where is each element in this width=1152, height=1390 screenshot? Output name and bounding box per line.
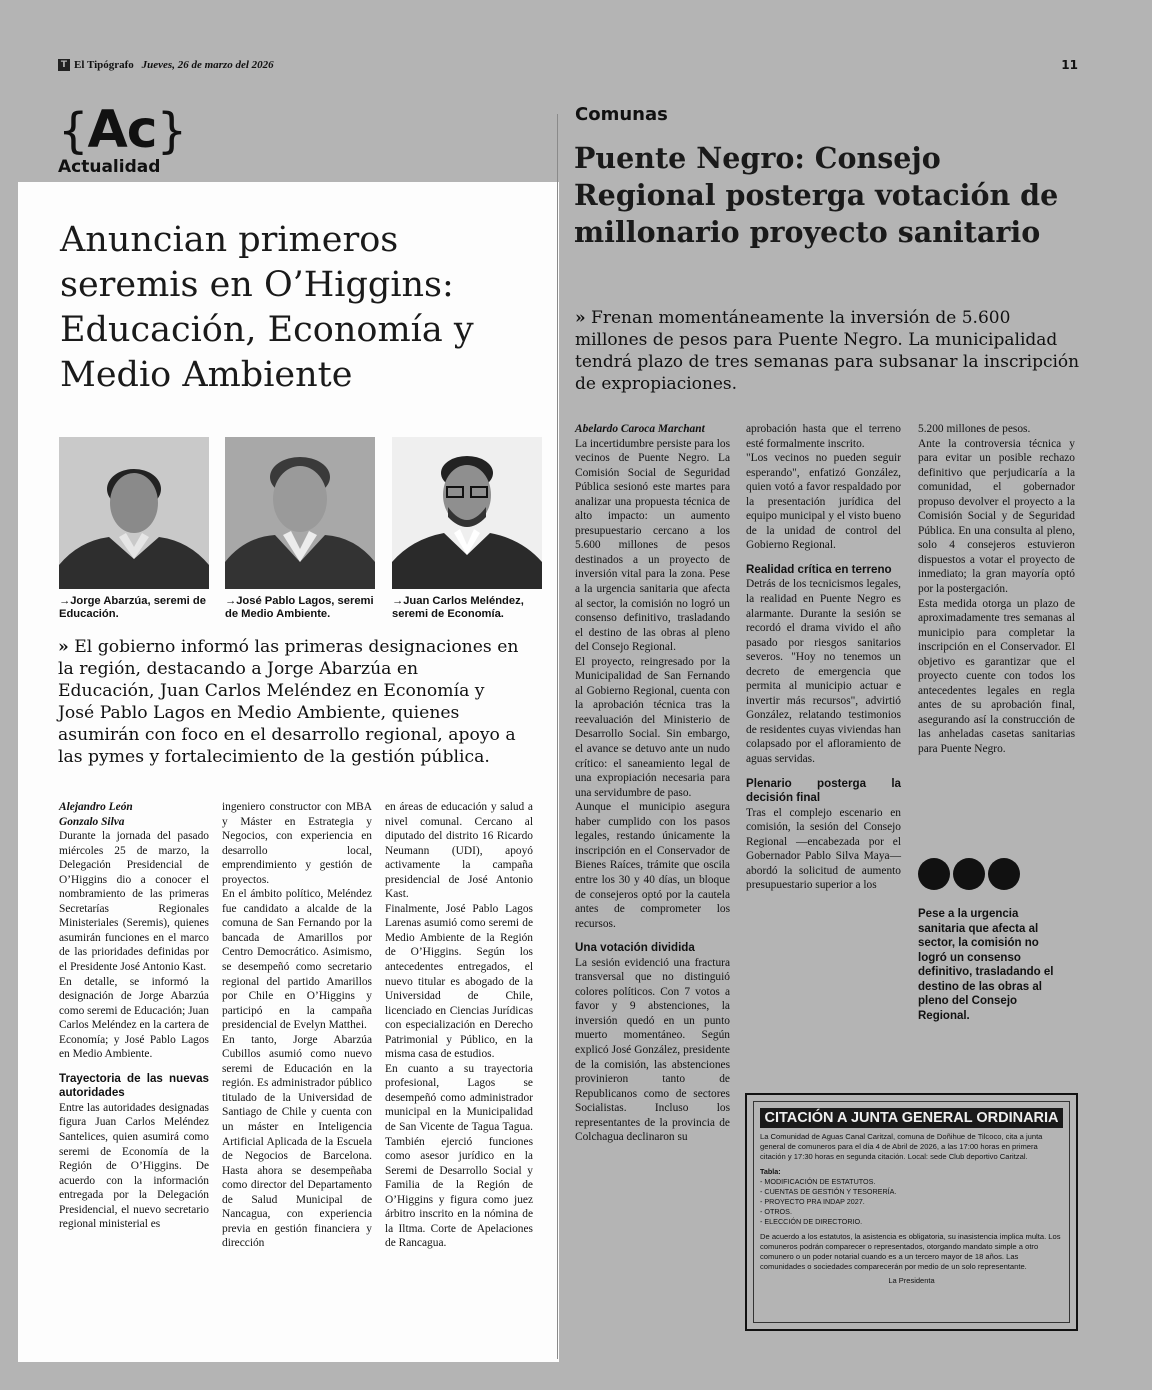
paragraph: "Los vecinos no pueden seguir esperando", enfatizó González, quien votó a favor respaldado por la presentación jurídica del equipo municipal y el visto bueno de la unidad de control del Gobierno Regional. xyxy=(746,452,901,552)
assembly-notice xyxy=(745,1093,1078,1331)
page-header xyxy=(58,58,1078,78)
right-body-column-3 xyxy=(918,422,1075,757)
paragraph: Detrás de los tecnicismos legales, la realidad en Puente Negro es alarmante. Durante la sesión se recordó el drama vivido el año pasado por riesgos sanitarios severos. "Hoy no tenemos un decreto de emergencia que permita al municipio actuar e invertir más recursos", advirtió González, relatando testimonios de residentes cuyas viviendas han colapsado por el afloramiento de aguas servidas. xyxy=(746,578,901,766)
paragraph: En detalle, se informó la designación de Jorge Abarzúa como seremi de Educación; Juan Carlos Meléndez en la cartera de Economía; y José Pablo Lagos en Medio Ambiente. xyxy=(59,975,209,1061)
paper-logo-icon: T xyxy=(58,59,70,71)
subheading: Realidad crítica en terreno xyxy=(746,562,892,576)
byline-author: Gonzalo Silva xyxy=(59,815,125,828)
paragraph: En cuanto a su trayectoria profesional, Lagos se desempeñó como administrador municipal en la Municipalidad de San Vicente de Tagua Tagua. También ejerció funciones como asesor jurídico en la Seremi de Desarrollo Social y Familia de la Región de O’Higgins y figura como juez árbitro inscrito en la nómina de la Iltma. Corte de Apelaciones de Rancagua. xyxy=(385,1062,533,1250)
notice-item: - ELECCIÓN DE DIRECTORIO. xyxy=(760,1217,863,1226)
issue-date: Jueves, 26 de marzo del 2026 xyxy=(141,59,274,71)
paragraph: Esta medida otorga un plazo de aproximadamente tres semanas al municipio para completar la inscripción en el Conservador. El objetivo es garantizar que el proyecto cuente con todos los antecedentes legales en regla antes de su aprobación final, asegurando así la construcción de las anheladas casetas sanitarias para Puente Negro. xyxy=(918,597,1075,756)
paragraph: El proyecto, reingresado por la Municipalidad de San Fernando al Gobierno Regional, cuenta con la aprobación técnica tras la reevaluación del Ministerio de Desarrollo Social. Sin embargo, el avance se detuvo ante un nudo crítico: el saneamiento legal de una expropiación necesaria para una servidumbre de paso. xyxy=(575,655,730,799)
section-logo xyxy=(58,100,208,190)
paragraph: en áreas de educación y salud a nivel comunal. Cercano al diputado del distrito 16 Ricardo Neumann (UDI), apoyó activamente la campaña presidencial de José Antonio Kast. xyxy=(385,801,533,901)
left-article-headline: Anuncian primeros seremis en O’Higgins: Educación, Economía y Medio Ambiente xyxy=(60,220,474,395)
subheading: Trayectoria de las nuevas autoridades xyxy=(59,1071,209,1100)
left-body-column-3 xyxy=(385,800,533,1251)
notice-item: - PROYECTO PRA INDAP 2027. xyxy=(760,1197,865,1206)
paragraph: Finalmente, José Pablo Lagos Larenas asumió como seremi de Medio Ambiente de la Región de O’Higgins. Según los antecedentes entregados, el nuevo titular es abogado de la Universidad de Chile, licenciado en Ciencias Jurídicas con especialización en Derecho Patrimonial y Público, en la misma casa de estudios. xyxy=(385,902,533,1061)
paragraph: En tanto, Jorge Abarzúa Cubillos asumió como nuevo seremi de Educación en la región. Es administrador público titulado de la Universidad de Santiago de Chile y cuenta con un máster en Inteligencia Artificial Aplicada de la Escuela de Negocios de Barcelona. Hasta ahora se desempeñaba como director del Departamento de Salud Municipal de Nancagua, con experiencia previa en gestión financiera y dirección xyxy=(222,1033,372,1250)
left-article-lead xyxy=(58,636,520,768)
column-divider xyxy=(557,114,558,1359)
dot-icon xyxy=(918,858,950,890)
dot-icon xyxy=(953,858,985,890)
notice-title: CITACIÓN A JUNTA GENERAL ORDINARIA xyxy=(760,1108,1063,1128)
portrait-photo-juan-carlos-melendez xyxy=(392,437,542,589)
paper-name: El Tipógrafo xyxy=(74,59,134,71)
paragraph: Ante la controversia técnica y para evitar un posible rechazo definitivo que perjudicaría a la comunidad, el gobernador propuso devolver el proyecto a la Comisión Social y de Seguridad Pública. En una consulta al pleno, solo 4 consejeros estuvieron dispuestos a votar el proyecto de inmediato; la gran mayoría optó por la postergación. xyxy=(918,437,1075,596)
paragraph: aprobación hasta que el terreno esté formalmente inscrito. xyxy=(746,423,901,450)
caption-juan-carlos-melendez: →Juan Carlos Meléndez, seremi de Economía. xyxy=(392,595,524,620)
paragraph: Entre las autoridades designadas figura Juan Carlos Meléndez Santelices, quien asumirá como seremi de Economía de la Región de O’Higgins. De acuerdo con la información entregada por la Delegación Presidencial, el nuevo secretario regional ministerial es xyxy=(59,1101,209,1231)
paragraph: Tras el complejo escenario en comisión, la sesión del Consejo Regional —encabezada por el Gobernador Pablo Silva Maya— abordó la solicitud de aumento presupuestario superior a los xyxy=(746,806,901,892)
dot-icon xyxy=(988,858,1020,890)
caption-jose-pablo-lagos: →José Pablo Lagos, seremi de Medio Ambiente. xyxy=(225,595,374,620)
left-body-column-2 xyxy=(222,800,372,1251)
subheading: Plenario posterga la decisión final xyxy=(746,776,901,805)
portrait-photo-jorge-abarzua xyxy=(59,437,209,589)
section-name: Actualidad xyxy=(58,157,161,177)
byline-author: Alejandro León xyxy=(59,801,133,813)
paragraph: Durante la jornada del pasado miércoles 25 de marzo, la Delegación Presidencial de O’Higgins dio a conocer el nombramiento de las primeras Secretarías Regionales Ministeriales (Seremis), quienes asumirán funciones en el marco de las prioridades definidas por el Presidente José Antonio Kast. xyxy=(59,830,209,974)
right-body-column-1 xyxy=(575,422,730,1145)
right-article-headline: Puente Negro: Consejo Regional posterga votación de millonario proyecto sanitario xyxy=(574,141,1059,249)
right-body-column-2 xyxy=(746,422,901,893)
section-code: Ac xyxy=(87,100,157,160)
paragraph: La sesión evidenció una fractura transversal que no distinguió colores políticos. Con 7 votos a favor y 9 abstenciones, la inversión quedó en un punto muerto momentáneo. Según explicó José González, presidente de la comisión, las abstenciones provinieron tanto de Republicanos como de sectores Socialistas. Incluso los representantes de la provincia de Colchagua declinaron su xyxy=(575,956,730,1144)
paragraph: La incertidumbre persiste para los vecinos de Puente Negro. La Comisión Social de Seguridad Pública sesionó este martes para analizar una propuesta técnica de alto impacto: un aumento presupuestario cercano a los 5.600 millones de pesos destinados a un proyecto de inversión vital para la zona. Pese a la urgencia sanitaria que afecta al sector, la comisión no logró un consenso definitivo, trasladando el destino de las obras al pleno del Consejo Regional. xyxy=(575,437,730,654)
paragraph: ingeniero constructor con MBA y Máster en Estrategia y Negocios, con experiencia en desarrollo local, emprendimiento y gestión de proyectos. xyxy=(222,801,372,886)
lead-text: Frenan momentáneamente la inversión de 5.600 millones de pesos para Puente Negro. La municipalidad tendrá plazo de tres semanas para subsanar la inscripción de expropiaciones. xyxy=(575,308,1080,394)
page-number: 11 xyxy=(1061,58,1078,72)
caption-jorge-abarzua: →Jorge Abarzúa, seremi de Educación. xyxy=(59,595,206,620)
lead-quote-mark: » xyxy=(575,308,586,328)
notice-signature: La Presidenta xyxy=(888,1276,935,1285)
paragraph: Aunque el municipio asegura haber cumplido con los pasos legales, restando únicamente la inscripción en el Conservador de Bienes Raíces, trámite que oscila entre los 30 y 40 días, un bloque de consejeros optó por la cautela antes de comprometer los recursos. xyxy=(575,801,730,930)
lead-quote-mark: » xyxy=(58,637,69,657)
byline-author: Abelardo Caroca Marchant xyxy=(575,423,705,435)
notice-footer: De acuerdo a los estatutos, la asistencia es obligatoria, su inasistencia implica multa. Los comuneros podrán comparecer o representados, otorgando mandato simple a otro comunero o un poder notarial cuando es a un tercero mayor de 18 años. Las comunidades o sociedades comparecerán por medio de un solo representante. xyxy=(760,1232,1061,1271)
left-body-column-1 xyxy=(59,800,209,1232)
notice-item: - MODIFICACIÓN DE ESTATUTOS. xyxy=(760,1177,876,1186)
right-article-lead xyxy=(575,307,1080,395)
right-section-label: Comunas xyxy=(575,104,668,125)
portrait-photo-jose-pablo-lagos xyxy=(225,437,375,589)
pull-quote: Pese a la urgencia sanitaria que afecta al sector, la comisión no logró un consenso definitivo, trasladando el destino de las obras al pleno del Consejo Regional. xyxy=(918,908,1054,1022)
paragraph: 5.200 millones de pesos. xyxy=(918,423,1031,435)
notice-intro: La Comunidad de Aguas Canal Caritzal, comuna de Doñihue de Tilcoco, cita a junta general de comuneros para el día 4 de Abril de 2026, a las 17:00 horas en primera citación y 17:30 horas en segunda citación. Local: sede Club deportivo Caritzal. xyxy=(760,1132,1043,1161)
subheading: Una votación dividida xyxy=(575,941,695,955)
decorative-dots xyxy=(918,858,1024,892)
notice-item: - OTROS. xyxy=(760,1207,792,1216)
notice-item: - CUENTAS DE GESTIÓN Y TESORERÍA. xyxy=(760,1187,897,1196)
notice-table-label: Tabla: xyxy=(760,1167,781,1176)
section-brace-open: { xyxy=(58,103,88,159)
paragraph: En el ámbito político, Meléndez fue candidato a alcalde de la comuna de San Fernando por la bancada de Amarillos por Centro Democrático. Asimismo, se desempeñó como secretario regional del partido Amarillos por Chile en O’Higgins y participó en la campaña presidencial de Evelyn Matthei. xyxy=(222,888,372,1032)
lead-text: El gobierno informó las primeras designaciones en la región, destacando a Jorge Abarzúa en Educación, Juan Carlos Meléndez en Economía y José Pablo Lagos en Medio Ambiente, quienes asumirán con foco en el desarrollo regional, apoyo a las pymes y fortalecimiento de la gestión pública. xyxy=(58,637,519,767)
notice-inner-frame xyxy=(753,1101,1070,1323)
section-brace-close: } xyxy=(156,103,187,159)
